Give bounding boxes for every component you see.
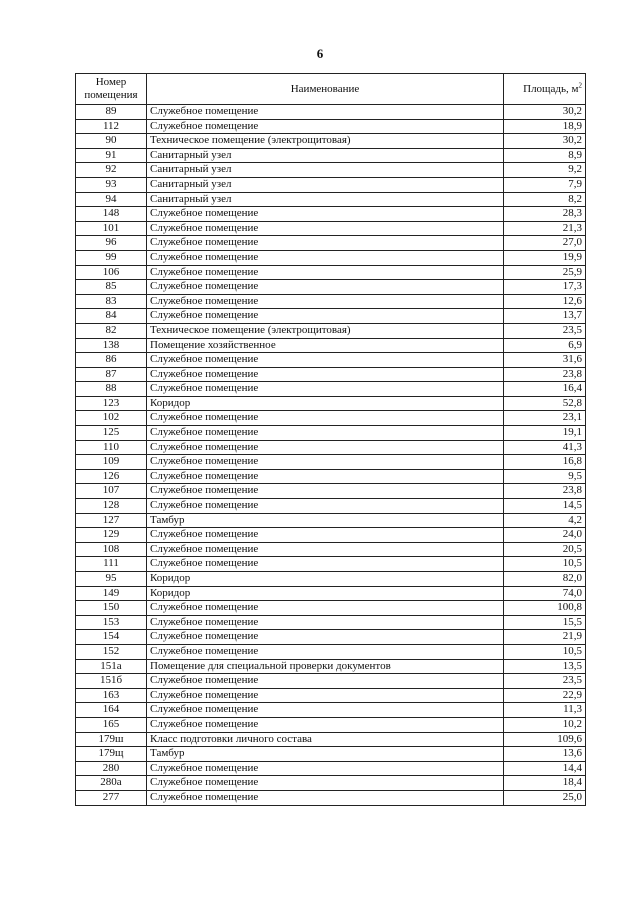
table-header-row xyxy=(76,74,586,105)
room-number-cell: 126 xyxy=(76,469,147,484)
table-row xyxy=(76,674,586,689)
room-area-cell: 6,9 xyxy=(504,338,586,353)
room-area-cell: 41,3 xyxy=(504,440,586,455)
table-row xyxy=(76,309,586,324)
room-number-cell: 179ш xyxy=(76,732,147,747)
room-area-cell: 18,9 xyxy=(504,119,586,134)
room-number-cell: 112 xyxy=(76,119,147,134)
room-area-cell: 25,0 xyxy=(504,790,586,805)
room-area-cell: 10,2 xyxy=(504,717,586,732)
room-area-cell: 12,6 xyxy=(504,294,586,309)
page-number: 6 xyxy=(316,46,324,61)
room-area-cell: 16,8 xyxy=(504,455,586,470)
room-area-cell: 17,3 xyxy=(504,280,586,295)
room-area-cell: 31,6 xyxy=(504,353,586,368)
table-row xyxy=(76,382,586,397)
room-area-cell: 8,9 xyxy=(504,148,586,163)
room-area-cell: 23,5 xyxy=(504,323,586,338)
room-name-cell: Служебное помещение xyxy=(147,790,504,805)
room-number-cell: 150 xyxy=(76,601,147,616)
table-row xyxy=(76,572,586,587)
room-number-cell: 93 xyxy=(76,177,147,192)
room-name-cell: Техническое помещение (электрощитовая) xyxy=(147,134,504,149)
table-row xyxy=(76,119,586,134)
room-number-cell: 108 xyxy=(76,542,147,557)
table-row xyxy=(76,221,586,236)
room-area-cell: 30,2 xyxy=(504,134,586,149)
room-area-cell: 10,5 xyxy=(504,557,586,572)
room-name-cell: Служебное помещение xyxy=(147,717,504,732)
table-row xyxy=(76,426,586,441)
table-row xyxy=(76,732,586,747)
room-area-cell: 10,5 xyxy=(504,644,586,659)
room-area-cell: 14,5 xyxy=(504,499,586,514)
room-area-cell: 21,3 xyxy=(504,221,586,236)
room-number-cell: 148 xyxy=(76,207,147,222)
room-area-cell: 23,8 xyxy=(504,367,586,382)
room-number-cell: 128 xyxy=(76,499,147,514)
room-number-cell: 92 xyxy=(76,163,147,178)
room-number-cell: 95 xyxy=(76,572,147,587)
room-name-cell: Служебное помещение xyxy=(147,484,504,499)
header-room-number: Номер помещения xyxy=(76,74,147,105)
room-area-cell: 20,5 xyxy=(504,542,586,557)
room-area-cell: 4,2 xyxy=(504,513,586,528)
room-number-cell: 88 xyxy=(76,382,147,397)
room-area-cell: 18,4 xyxy=(504,776,586,791)
table-row xyxy=(76,659,586,674)
room-area-cell: 13,5 xyxy=(504,659,586,674)
room-name-cell: Служебное помещение xyxy=(147,294,504,309)
room-name-cell: Служебное помещение xyxy=(147,630,504,645)
table-row xyxy=(76,105,586,120)
room-area-cell: 30,2 xyxy=(504,105,586,120)
room-area-cell: 19,1 xyxy=(504,426,586,441)
room-number-cell: 84 xyxy=(76,309,147,324)
room-name-cell: Служебное помещение xyxy=(147,761,504,776)
room-name-cell: Коридор xyxy=(147,586,504,601)
room-name-cell: Служебное помещение xyxy=(147,440,504,455)
room-name-cell: Коридор xyxy=(147,572,504,587)
table-row xyxy=(76,615,586,630)
room-number-cell: 109 xyxy=(76,455,147,470)
room-number-cell: 163 xyxy=(76,688,147,703)
room-number-cell: 152 xyxy=(76,644,147,659)
room-name-cell: Служебное помещение xyxy=(147,236,504,251)
room-name-cell: Служебное помещение xyxy=(147,105,504,120)
room-area-cell: 11,3 xyxy=(504,703,586,718)
room-number-cell: 106 xyxy=(76,265,147,280)
room-name-cell: Помещение для специальной проверки документов xyxy=(147,659,504,674)
room-name-cell: Класс подготовки личного состава xyxy=(147,732,504,747)
room-name-cell: Служебное помещение xyxy=(147,776,504,791)
table-row xyxy=(76,601,586,616)
table-row xyxy=(76,411,586,426)
room-number-cell: 153 xyxy=(76,615,147,630)
room-name-cell: Служебное помещение xyxy=(147,207,504,222)
room-name-cell: Санитарный узел xyxy=(147,148,504,163)
room-name-cell: Служебное помещение xyxy=(147,528,504,543)
room-number-cell: 99 xyxy=(76,250,147,265)
room-number-cell: 107 xyxy=(76,484,147,499)
room-number-cell: 151б xyxy=(76,674,147,689)
room-name-cell: Служебное помещение xyxy=(147,250,504,265)
premises-table xyxy=(75,73,586,806)
room-area-cell: 22,9 xyxy=(504,688,586,703)
room-area-cell: 23,1 xyxy=(504,411,586,426)
table-row xyxy=(76,528,586,543)
room-number-cell: 110 xyxy=(76,440,147,455)
table-row xyxy=(76,542,586,557)
room-name-cell: Коридор xyxy=(147,396,504,411)
room-area-cell: 23,8 xyxy=(504,484,586,499)
table-row xyxy=(76,177,586,192)
table-row xyxy=(76,790,586,805)
table-row xyxy=(76,557,586,572)
room-name-cell: Служебное помещение xyxy=(147,353,504,368)
table-row xyxy=(76,294,586,309)
room-name-cell: Техническое помещение (электрощитовая) xyxy=(147,323,504,338)
room-name-cell: Санитарный узел xyxy=(147,177,504,192)
room-number-cell: 96 xyxy=(76,236,147,251)
room-area-cell: 14,4 xyxy=(504,761,586,776)
room-name-cell: Служебное помещение xyxy=(147,644,504,659)
room-number-cell: 277 xyxy=(76,790,147,805)
room-area-cell: 16,4 xyxy=(504,382,586,397)
room-area-cell: 9,5 xyxy=(504,469,586,484)
room-area-cell: 13,7 xyxy=(504,309,586,324)
room-name-cell: Служебное помещение xyxy=(147,280,504,295)
table-row xyxy=(76,469,586,484)
room-number-cell: 83 xyxy=(76,294,147,309)
room-name-cell: Служебное помещение xyxy=(147,455,504,470)
room-area-cell: 21,9 xyxy=(504,630,586,645)
room-number-cell: 280а xyxy=(76,776,147,791)
room-area-cell: 15,5 xyxy=(504,615,586,630)
room-number-cell: 111 xyxy=(76,557,147,572)
room-area-cell: 109,6 xyxy=(504,732,586,747)
table-row xyxy=(76,236,586,251)
room-name-cell: Служебное помещение xyxy=(147,411,504,426)
room-number-cell: 154 xyxy=(76,630,147,645)
room-number-cell: 123 xyxy=(76,396,147,411)
table-row xyxy=(76,192,586,207)
room-number-cell: 87 xyxy=(76,367,147,382)
table-row xyxy=(76,586,586,601)
table-row xyxy=(76,484,586,499)
table-row xyxy=(76,688,586,703)
table-row xyxy=(76,353,586,368)
room-area-cell: 27,0 xyxy=(504,236,586,251)
room-area-cell: 74,0 xyxy=(504,586,586,601)
room-number-cell: 82 xyxy=(76,323,147,338)
room-name-cell: Санитарный узел xyxy=(147,163,504,178)
room-area-cell: 82,0 xyxy=(504,572,586,587)
room-area-cell: 23,5 xyxy=(504,674,586,689)
room-name-cell: Санитарный узел xyxy=(147,192,504,207)
room-name-cell: Служебное помещение xyxy=(147,688,504,703)
room-area-cell: 25,9 xyxy=(504,265,586,280)
table-row xyxy=(76,644,586,659)
table-row xyxy=(76,747,586,762)
room-name-cell: Служебное помещение xyxy=(147,367,504,382)
table-row xyxy=(76,703,586,718)
table-row xyxy=(76,338,586,353)
table-row xyxy=(76,323,586,338)
table-row xyxy=(76,761,586,776)
room-name-cell: Служебное помещение xyxy=(147,499,504,514)
table-row xyxy=(76,265,586,280)
room-number-cell: 85 xyxy=(76,280,147,295)
table-row xyxy=(76,455,586,470)
table-row xyxy=(76,440,586,455)
room-number-cell: 280 xyxy=(76,761,147,776)
room-name-cell: Тамбур xyxy=(147,513,504,528)
room-name-cell: Тамбур xyxy=(147,747,504,762)
room-name-cell: Служебное помещение xyxy=(147,601,504,616)
table-row xyxy=(76,630,586,645)
table-row xyxy=(76,207,586,222)
table-row xyxy=(76,499,586,514)
table-body xyxy=(76,105,586,806)
room-number-cell: 138 xyxy=(76,338,147,353)
header-room-name: Наименование xyxy=(147,74,504,105)
room-number-cell: 86 xyxy=(76,353,147,368)
table-row xyxy=(76,396,586,411)
room-number-cell: 102 xyxy=(76,411,147,426)
header-area: Площадь, $м^2$ xyxy=(504,74,586,105)
table-row xyxy=(76,250,586,265)
room-name-cell: Служебное помещение xyxy=(147,703,504,718)
table-row xyxy=(76,148,586,163)
room-name-cell: Служебное помещение xyxy=(147,674,504,689)
room-area-cell: 19,9 xyxy=(504,250,586,265)
room-name-cell: Служебное помещение xyxy=(147,382,504,397)
room-area-cell: 52,8 xyxy=(504,396,586,411)
room-number-cell: 129 xyxy=(76,528,147,543)
room-name-cell: Служебное помещение xyxy=(147,426,504,441)
room-name-cell: Служебное помещение xyxy=(147,469,504,484)
room-name-cell: Служебное помещение xyxy=(147,615,504,630)
table-row xyxy=(76,776,586,791)
room-number-cell: 179щ xyxy=(76,747,147,762)
room-number-cell: 151а xyxy=(76,659,147,674)
room-area-cell: 7,9 xyxy=(504,177,586,192)
room-number-cell: 94 xyxy=(76,192,147,207)
room-number-cell: 165 xyxy=(76,717,147,732)
room-number-cell: 127 xyxy=(76,513,147,528)
area-unit-exponent: 2 xyxy=(578,80,582,89)
room-number-cell: 90 xyxy=(76,134,147,149)
room-area-cell: 24,0 xyxy=(504,528,586,543)
table-row xyxy=(76,134,586,149)
room-name-cell: Служебное помещение xyxy=(147,557,504,572)
room-area-cell: 100,8 xyxy=(504,601,586,616)
table-row xyxy=(76,513,586,528)
room-name-cell: Служебное помещение xyxy=(147,221,504,236)
room-number-cell: 125 xyxy=(76,426,147,441)
table-row xyxy=(76,163,586,178)
room-number-cell: 101 xyxy=(76,221,147,236)
room-number-cell: 164 xyxy=(76,703,147,718)
table-row xyxy=(76,280,586,295)
room-area-cell: 9,2 xyxy=(504,163,586,178)
room-name-cell: Служебное помещение xyxy=(147,119,504,134)
room-name-cell: Служебное помещение xyxy=(147,542,504,557)
table-row xyxy=(76,717,586,732)
room-name-cell: Служебное помещение xyxy=(147,265,504,280)
room-area-cell: 8,2 xyxy=(504,192,586,207)
table-row xyxy=(76,367,586,382)
room-number-cell: 91 xyxy=(76,148,147,163)
room-number-cell: 149 xyxy=(76,586,147,601)
room-name-cell: Помещение хозяйственное xyxy=(147,338,504,353)
room-name-cell: Служебное помещение xyxy=(147,309,504,324)
room-number-cell: 89 xyxy=(76,105,147,120)
room-area-cell: 13,6 xyxy=(504,747,586,762)
room-area-cell: 28,3 xyxy=(504,207,586,222)
